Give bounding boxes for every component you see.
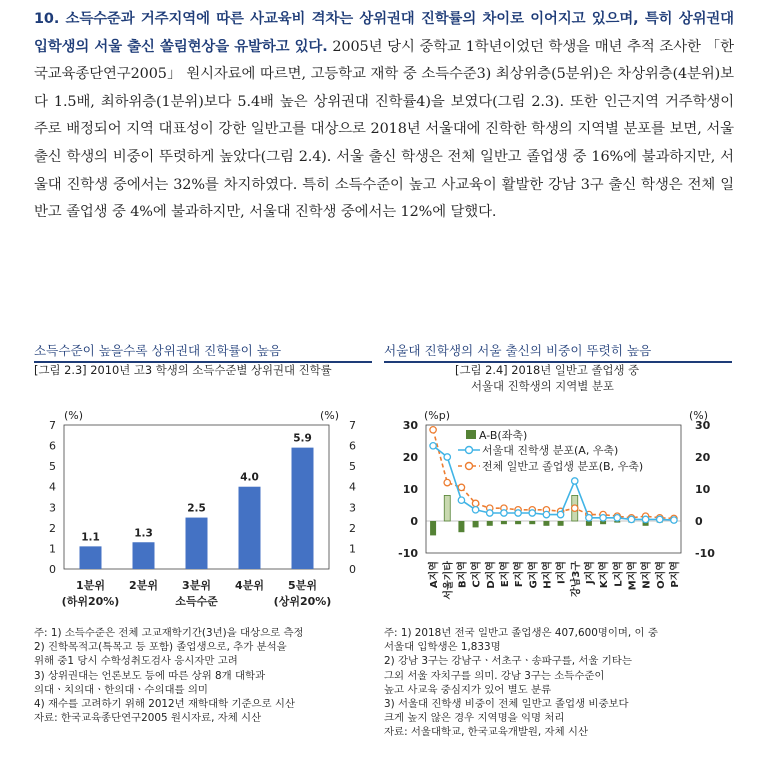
left-axis-unit: (%) — [64, 409, 84, 422]
note-line: 3) 상위권대는 언론보도 등에 따른 상위 8개 대학과 — [34, 669, 266, 682]
x-tick-label: 2분위 — [129, 579, 158, 592]
point-a — [572, 478, 578, 484]
legend-marker-a — [466, 447, 473, 454]
region-distribution-chart — [384, 405, 734, 620]
note-line: 위해 중1 당시 수학성취도검사 응시자만 고려 — [34, 655, 238, 668]
legend-line-a-label: 서울대 진학생 분포(A, 우축) — [482, 444, 619, 457]
point-a — [586, 515, 592, 521]
x-tick-label: D지역 — [485, 561, 497, 589]
left-section-heading: 소득수준이 높을수록 상위권대 진학률이 높음 — [34, 340, 372, 363]
y-tick-left: 0 — [410, 515, 418, 528]
figure-2-4-title-line1: [그림 2.4] 2018년 일반고 졸업생 중 — [455, 363, 640, 377]
y-tick-left: 3 — [49, 501, 56, 515]
y-tick-right: -10 — [695, 547, 715, 560]
difference-bar — [487, 521, 493, 526]
legend-swatch-bar — [466, 430, 476, 439]
bar — [186, 518, 208, 569]
note-line: 주: 1) 소득수준은 전체 고교재학기간(3년)을 대상으로 측정 — [34, 627, 304, 639]
x-tick-label: A지역 — [429, 561, 441, 589]
figure-2-4-title-line2: 서울대 진학생의 지역별 분포 — [471, 379, 614, 393]
point-a — [614, 515, 620, 521]
difference-bar — [458, 521, 464, 532]
point-a — [529, 510, 535, 516]
x-tick-label: J지역 — [584, 561, 596, 585]
x-tick-label: M지역 — [627, 561, 639, 591]
difference-bar — [515, 521, 521, 524]
source-line: 자료: 한국교육종단연구2005 원시자료, 자체 시산 — [34, 712, 262, 725]
point-a — [458, 497, 464, 503]
x-tick-label: G지역 — [528, 561, 540, 589]
point-a — [430, 443, 436, 449]
y-tick-left: 10 — [402, 483, 418, 496]
y-tick-right: 30 — [695, 419, 711, 432]
difference-bar — [558, 521, 564, 526]
note-line: 3) 서울대 진학생 비중이 전체 일반고 졸업생 비중보다 — [384, 698, 629, 711]
source-line: 자료: 서울대학교, 한국교육개발원, 자체 시산 — [384, 726, 588, 739]
difference-bar — [473, 521, 479, 527]
point-a — [472, 507, 478, 513]
x-tick-label: 3분위 — [182, 579, 211, 592]
figure-2-3-title: [그림 2.3] 2010년 고3 학생의 소득수준별 상위권대 진학률 — [34, 363, 332, 377]
note-line: 의대ㆍ치의대ㆍ한의대ㆍ수의대를 의미 — [34, 683, 208, 696]
x-tick-label: 5분위 — [288, 579, 317, 592]
right-axis-unit: (%) — [689, 409, 709, 422]
right-section-heading: 서울대 진학생의 서울 출신의 비중이 뚜렷히 높음 — [384, 340, 732, 363]
bar — [133, 542, 155, 569]
y-tick-left: 7 — [49, 419, 56, 432]
right-axis-unit: (%) — [320, 409, 340, 422]
point-b — [458, 484, 464, 490]
difference-bar — [543, 521, 549, 526]
note-line: 2) 강남 3구는 강남구ㆍ서초구ㆍ송파구를, 서울 기타는 — [384, 655, 632, 668]
difference-bar — [586, 521, 592, 526]
difference-bar — [430, 521, 436, 535]
point-b — [572, 505, 578, 511]
difference-bar — [444, 495, 450, 521]
x-tick-label: C지역 — [471, 561, 483, 588]
x-tick-label: I지역 — [556, 561, 568, 585]
legend-marker-b — [466, 463, 473, 470]
y-tick-left: 1 — [49, 542, 56, 556]
y-tick-right: 0 — [349, 563, 356, 576]
bar-value-label: 1.3 — [134, 527, 153, 540]
y-tick-right: 3 — [349, 501, 356, 515]
y-tick-left: 4 — [49, 480, 56, 494]
x-tick-label: L지역 — [613, 561, 625, 587]
y-tick-left: -10 — [398, 547, 418, 560]
x-tick-sublabel: (상위20%) — [273, 595, 332, 608]
x-axis-title: 소득수준 — [175, 595, 218, 608]
point-a — [628, 516, 634, 522]
x-tick-label: B지역 — [457, 561, 469, 588]
bar-value-label: 5.9 — [293, 432, 312, 445]
income-bar-chart — [34, 405, 374, 620]
y-tick-left: 30 — [402, 419, 418, 432]
point-a — [671, 517, 677, 523]
x-tick-label: K지역 — [599, 561, 611, 589]
y-tick-left: 6 — [49, 439, 56, 453]
legend-line-b-label: 전체 일반고 졸업생 분포(B, 우축) — [482, 460, 644, 473]
bar — [80, 546, 102, 569]
x-tick-label: E지역 — [499, 561, 511, 588]
x-tick-label: 서울기타 — [443, 561, 455, 600]
x-tick-label: 강남3구 — [570, 561, 582, 597]
y-tick-left: 5 — [49, 460, 56, 474]
x-tick-label: F지역 — [514, 561, 526, 588]
x-tick-sublabel: (하위20%) — [61, 595, 120, 608]
y-tick-right: 4 — [349, 480, 356, 494]
x-tick-label: P지역 — [669, 561, 681, 588]
y-tick-left: 20 — [402, 451, 418, 464]
difference-bar — [501, 521, 507, 524]
x-tick-label: 4분위 — [235, 579, 264, 592]
point-a — [642, 516, 648, 522]
note-line: 크게 높지 않은 경우 지역명을 익명 처리 — [384, 712, 565, 725]
y-tick-right: 7 — [349, 419, 356, 432]
y-tick-right: 1 — [349, 542, 356, 556]
point-b — [444, 479, 450, 485]
legend-bar-label: A-B(좌축) — [479, 429, 528, 442]
intro-paragraph — [34, 6, 734, 227]
difference-bar — [529, 521, 535, 524]
paragraph-body: 2005년 당시 중학교 1학년이었던 학생을 매년 추적 조사한 「한국교육종단연구2005」 원시자료에 따르면, 고등학교 재학 중 소득수준3) 최상위층(5분위)은 차상위층(4분위)보다 1.5배, 최하위층(1분위)보다 5.4배 높은 상위권대 진학률4)을 보였다(그림 2.3). 또한 인근지역 거주학생이 주로 배정되어 지역 대표성이 강한 일반고를 대상으로 2018년 서울대에 진학한 학생의 지역별 분포를 보면, 서울 출신 학생의 비중이 뚜렷하게 높았다(그림 2.4). 서울 출신 학생은 전체 일반고 졸업생 중 16%에 불과하지만, 서울대 진학생 중에서는 32%를 차지하였다. 특히 소득수준이 높고 사교육이 활발한 강남 3구 출신 학생은 전체 일반고 졸업생 중 4%에 불과하지만, 서울대 진학생 중에서는 12%에 달했다. — [34, 38, 734, 221]
chart-legend — [458, 428, 643, 473]
point-b — [430, 427, 436, 433]
note-line: 4) 재수를 고려하기 위해 2012년 재학대학 기준으로 시산 — [34, 698, 295, 711]
note-line: 그외 서울 자치구를 의미. 강남 3구는 소득수준이 — [384, 669, 605, 682]
y-tick-left: 0 — [49, 563, 56, 576]
bar-value-label: 1.1 — [81, 531, 100, 544]
x-tick-label: H지역 — [542, 561, 554, 589]
point-a — [444, 454, 450, 460]
note-line: 2) 진학목적고(특목고 등 포함) 졸업생으로, 추가 분석을 — [34, 641, 287, 654]
y-tick-right: 20 — [695, 451, 711, 464]
note-line: 서울대 입학생은 1,833명 — [384, 641, 501, 654]
y-tick-right: 6 — [349, 439, 356, 453]
y-tick-right: 2 — [349, 521, 356, 535]
y-tick-right: 10 — [695, 483, 711, 496]
left-axis-unit: (%p) — [424, 409, 451, 422]
point-a — [543, 511, 549, 517]
bar-value-label: 4.0 — [240, 471, 259, 484]
point-a — [501, 510, 507, 516]
point-b — [472, 500, 478, 506]
y-tick-right: 5 — [349, 460, 356, 474]
point-a — [600, 515, 606, 521]
bar — [292, 448, 314, 569]
x-tick-label: N지역 — [641, 561, 653, 589]
left-notes — [34, 626, 304, 725]
y-tick-right: 0 — [695, 515, 703, 528]
point-a — [515, 510, 521, 516]
bar-value-label: 2.5 — [187, 502, 206, 515]
note-line: 높고 사교육 중심지가 있어 별도 분류 — [384, 683, 552, 696]
point-a — [487, 510, 493, 516]
point-a — [557, 511, 563, 517]
x-tick-label: O지역 — [655, 561, 667, 589]
bar — [239, 487, 261, 569]
x-tick-label: 1분위 — [76, 579, 105, 592]
y-tick-left: 2 — [49, 521, 56, 535]
point-a — [657, 516, 663, 522]
note-line: 주: 1) 2018년 전국 일반고 졸업생은 407,600명이며, 이 중 — [384, 627, 658, 639]
paragraph-headline: 10. 소득수준과 거주지역에 따른 사교육비 격차는 상위권대 진학률의 차이로 이어지고 있으며, 특히 상위권대 입학생의 서울 출신 쏠림현상을 유발하고 있다. — [34, 11, 734, 55]
right-notes — [384, 626, 658, 740]
